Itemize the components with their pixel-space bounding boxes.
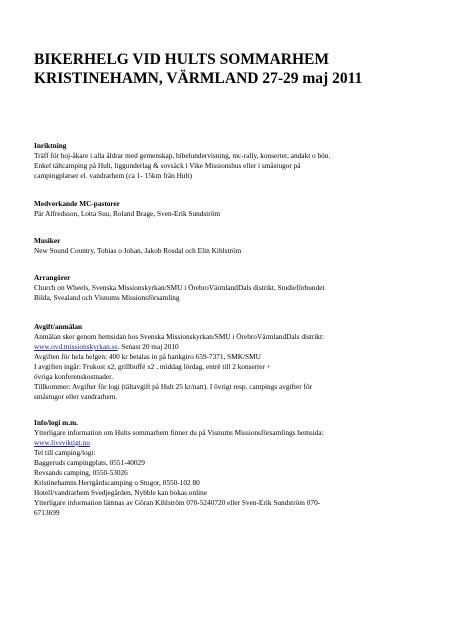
text-line-with-link <box>34 438 434 448</box>
text-line: Pär Alfredsson, Lotta Suu, Roland Brage, Sven-Erik Sundström <box>34 209 221 218</box>
text-line: Ytterligare information om Hults sommarhem finner du på Visnums Missionsförsamlings hemsida: <box>34 428 324 437</box>
text-line: Baggeruds campingplats, 0551-40029 <box>34 458 145 467</box>
text-line: 6713699 <box>34 508 60 517</box>
section-avgift-anmalan <box>34 322 434 402</box>
ovd-missionskyrkan-link[interactable]: www.ovd.missionskyrkan.se <box>34 342 118 351</box>
registration-deadline: . Senast 20 maj 2010 <box>117 342 179 351</box>
text-line-with-link <box>34 342 434 352</box>
text-line: New Sound Country, Tobias o Johan, Jakob Rosdal och Elin Kihlström <box>34 246 242 255</box>
text-line: I avgiften ingår: Frukost x2, grillbuffé x2 , middag lördag, entré till 2 konserter + <box>34 362 271 371</box>
text-line: Träff för hoj-åkare i alla åldrar med gemenskap, bibelundervisning, mc-rally, konserter, andakt o bön. <box>34 151 331 160</box>
section-heading: Inriktning <box>34 141 67 150</box>
document-title <box>34 50 434 88</box>
text-line: Tel till camping/logi: <box>34 448 96 457</box>
text-line: Ytterligare information lämnas av Göran Kihlström 070-5240720 eller Sven-Erik Sundström 070- <box>34 498 321 507</box>
section-heading: Avgift/anmälan <box>34 322 83 331</box>
title-line-1: BIKERHELG VID HULTS SOMMARHEM <box>34 51 329 68</box>
text-line: Hotell/vandrarhem Svedjegården, Nybble kan bokas online <box>34 488 208 497</box>
text-line: Avgiften för hela helgen: 400 kr betalas in på bankgiro 659-7371, SMK/SMU <box>34 352 261 361</box>
section-arrangorer <box>34 273 434 303</box>
livsviktigt-link[interactable]: www.livsviktigt.nu <box>34 438 90 447</box>
text-line: övriga konferenskostnader. <box>34 372 114 381</box>
text-line: Church on Wheels, Svenska Missionskyrkan/SMU i ÖrebroVärmlandDals distrikt, Studieförbundet <box>34 283 325 292</box>
section-heading: Medverkande MC-pastorer <box>34 199 120 208</box>
text-line: campingplatser el. vandrarhem (ca 1- 15km från Hult) <box>34 171 193 180</box>
section-mc-pastorer <box>34 199 434 219</box>
text-line: Enkel tältcamping på Hult, liggunderlag & sovsäck i Vike Missionshus eller i småstugor på <box>34 161 301 170</box>
text-line: Bilda, Svealand och Visnums Missionsförsamling <box>34 293 180 302</box>
text-line: Anmälan sker genom hemsidan hos Svenska Missionskyrkan/SMU i ÖrebroVärmlandDals distrikt: <box>34 332 325 341</box>
section-heading: Arrangörer <box>34 273 71 282</box>
text-line: Tillkommer: Avgifter för logi (tältavgift på Hult 25 kr/natt). I övrigt resp. campings avgifter för <box>34 382 313 391</box>
section-inriktning <box>34 141 434 181</box>
section-heading: Musiker <box>34 236 61 245</box>
section-heading: Info/logi m.m. <box>34 418 78 427</box>
title-line-2: KRISTINEHAMN, VÄRMLAND 27-29 maj 2011 <box>34 70 363 87</box>
section-musiker <box>34 236 434 256</box>
text-line: småstugor eller vandrarhem. <box>34 392 118 401</box>
section-info-logi <box>34 418 434 518</box>
text-line: Kristinehamns Herrgårdscamping o Stugor, 0550-102 80 <box>34 478 200 487</box>
text-line: Revsands camping, 0550-53026 <box>34 468 128 477</box>
